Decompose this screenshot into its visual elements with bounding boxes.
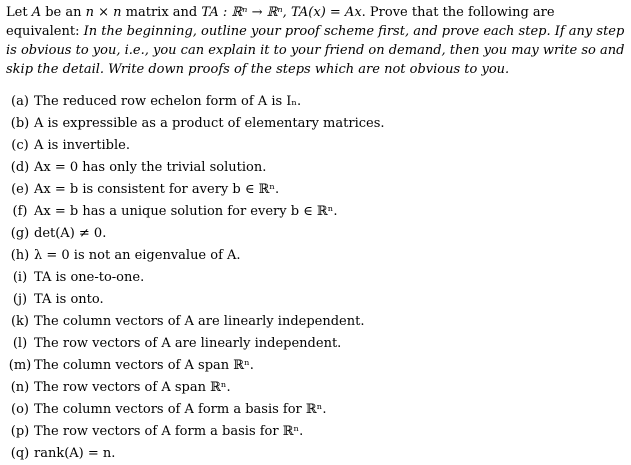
item-label: (n) xyxy=(10,380,30,395)
list-item xyxy=(6,355,625,377)
item-text: A is invertible. xyxy=(34,138,130,153)
item-label: (m) xyxy=(8,358,32,373)
intro-be-an: be an xyxy=(41,5,86,20)
item-label: (d) xyxy=(10,160,30,175)
list-item xyxy=(6,91,625,113)
list-item xyxy=(6,333,625,355)
item-text: The row vectors of A are linearly independent. xyxy=(34,336,342,351)
matrix-symbol: A xyxy=(31,5,42,20)
item-text: TA is one-to-one. xyxy=(34,270,145,285)
item-text: The column vectors of A span ℝⁿ. xyxy=(34,358,254,373)
list-item xyxy=(6,399,625,421)
item-label: (c) xyxy=(11,138,29,153)
list-item xyxy=(6,289,625,311)
list-item xyxy=(6,421,625,443)
item-text: A is expressible as a product of elementary matrices. xyxy=(34,116,385,131)
item-label: (p) xyxy=(10,424,30,439)
item-text: Ax = 0 has only the trivial solution. xyxy=(34,160,267,175)
item-label: (a) xyxy=(11,94,29,109)
item-label: (o) xyxy=(11,402,29,417)
item-text: Ax = b has a unique solution for every b ∈ ℝⁿ. xyxy=(34,204,338,219)
item-label: (i) xyxy=(12,270,28,285)
list-item xyxy=(6,377,625,399)
intro-prove: . Prove that the following are equivalent: xyxy=(6,5,555,39)
transformation-definition: TA : ℝⁿ → ℝⁿ, TA(x) = Ax xyxy=(201,5,362,20)
list-item xyxy=(6,311,625,333)
item-label: (f) xyxy=(12,204,28,219)
item-text: λ = 0 is not an eigenvalue of A. xyxy=(34,248,241,263)
item-text: TA is onto. xyxy=(34,292,104,307)
item-text: The reduced row echelon form of A is Iₙ. xyxy=(34,94,302,109)
item-label: (g) xyxy=(10,226,30,241)
item-text: The row vectors of A span ℝⁿ. xyxy=(34,380,231,395)
list-item xyxy=(6,267,625,289)
instructions-text: In the beginning, outline your proof scheme first, and prove each step. If any step is obvious to you, i.e., you can explain it to your friend on demand, then you may write so and skip the detail. Write down proofs of the steps which are not obvious to you. xyxy=(6,24,625,77)
list-item xyxy=(6,443,625,465)
item-label: (l) xyxy=(12,336,28,351)
item-text: rank(A) = n. xyxy=(34,446,116,461)
item-label: (e) xyxy=(11,182,29,197)
item-text: The column vectors of A form a basis for ℝⁿ. xyxy=(34,402,327,417)
item-text: det(A) ≠ 0. xyxy=(34,226,107,241)
list-item xyxy=(6,201,625,223)
item-label: (h) xyxy=(10,248,30,263)
problem-statement xyxy=(6,3,626,79)
list-item xyxy=(6,135,625,157)
item-text: The row vectors of A form a basis for ℝⁿ. xyxy=(34,424,304,439)
equivalence-list xyxy=(6,91,625,465)
item-label: (q) xyxy=(10,446,30,461)
item-text: Ax = b is consistent for avery b ∈ ℝⁿ. xyxy=(34,182,280,197)
intro-matrix-and: matrix and xyxy=(121,5,202,20)
item-label: (b) xyxy=(10,116,30,131)
list-item xyxy=(6,157,625,179)
item-label: (j) xyxy=(12,292,28,307)
item-label: (k) xyxy=(10,314,30,329)
list-item xyxy=(6,113,625,135)
list-item xyxy=(6,179,625,201)
intro-prefix: Let xyxy=(6,5,32,20)
item-text: The column vectors of A are linearly independent. xyxy=(34,314,365,329)
list-item xyxy=(6,223,625,245)
matrix-size: n × n xyxy=(85,5,122,20)
list-item xyxy=(6,245,625,267)
